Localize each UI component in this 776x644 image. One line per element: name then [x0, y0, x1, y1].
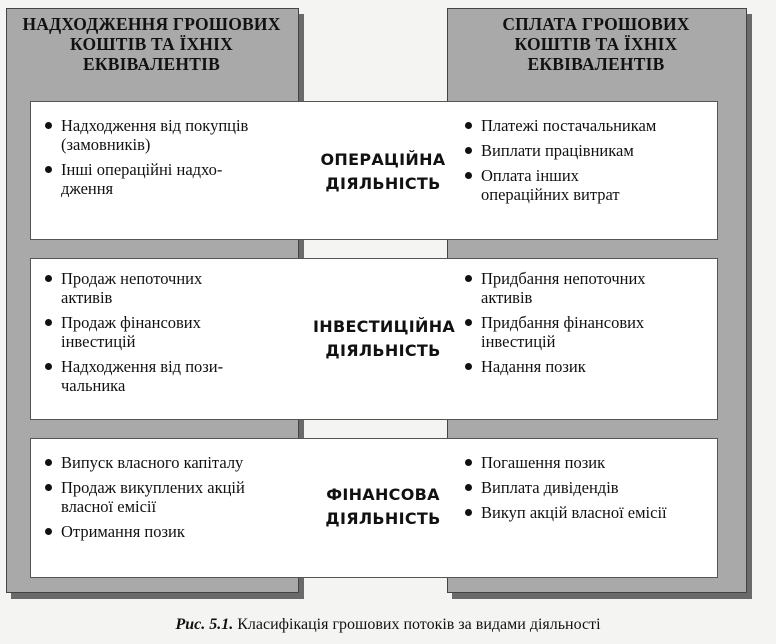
list-item: [459, 313, 715, 351]
figure-caption-text: Класифікація грошових потоків за видами діяльності: [237, 616, 601, 633]
list-item-text: Придбання непоточних активів: [481, 269, 646, 307]
list-item-text: Випуск власного капіталу: [61, 453, 244, 472]
list-item: [459, 269, 715, 307]
list-item-text: Отримання позик: [61, 522, 185, 541]
list-item-text: Придбання фінансових інвестицій: [481, 313, 645, 351]
bullet-icon: [45, 275, 52, 282]
bullet-icon: [465, 172, 472, 179]
bullet-icon: [45, 459, 52, 466]
list-item-text: Надходження від пози- чальника: [61, 357, 224, 395]
investing-activity-band: [30, 258, 718, 420]
outflows-column-title: СПЛАТА ГРОШОВИХ КОШТІВ ТА ЇХНІХ ЕКВІВАЛЕНТІВ: [502, 14, 690, 74]
list-item: [39, 478, 309, 516]
list-item: [39, 313, 309, 351]
list-item-text: Викуп акцій власної емісії: [481, 503, 667, 522]
list-item-text: Продаж непоточних активів: [61, 269, 203, 307]
bullet-icon: [465, 363, 472, 370]
bullet-icon: [465, 509, 472, 516]
bullet-icon: [45, 484, 52, 491]
list-item-text: Інші операційні надхо- дження: [61, 160, 223, 198]
list-item: [459, 453, 715, 472]
operating-activity-band: [30, 101, 718, 240]
operating-activity-title: ОПЕРАЦІЙНА ДІЯЛЬНІСТЬ: [320, 150, 446, 193]
investing-inflows-list: [39, 269, 309, 401]
inflows-column-title: НАДХОДЖЕННЯ ГРОШОВИХ КОШТІВ ТА ЇХНІХ ЕКВІВАЛЕНТІВ: [22, 14, 281, 74]
list-item-text: Платежі постачальникам: [481, 116, 657, 135]
list-item-text: Продаж викуплених акцій власної емісії: [61, 478, 245, 516]
list-item: [459, 116, 715, 135]
figure-number: Рис. 5.1.: [175, 616, 234, 633]
list-item: [39, 269, 309, 307]
list-item: [39, 116, 309, 154]
bullet-icon: [45, 122, 52, 129]
list-item: [39, 160, 309, 198]
investing-activity-title: ІНВЕСТИЦІЙНА ДІЯЛЬНІСТЬ: [313, 317, 456, 360]
list-item-text: Погашення позик: [481, 453, 606, 472]
bullet-icon: [45, 166, 52, 173]
list-item: [39, 357, 309, 395]
bullet-icon: [45, 319, 52, 326]
operating-inflows-list: [39, 116, 309, 204]
list-item-text: Продаж фінансових інвестицій: [61, 313, 201, 351]
list-item: [39, 522, 309, 541]
bullet-icon: [465, 459, 472, 466]
investing-outflows-list: [459, 269, 715, 382]
bullet-icon: [465, 275, 472, 282]
list-item-text: Надання позик: [481, 357, 586, 376]
financing-inflows-list: [39, 453, 309, 547]
list-item-text: Виплата дивідендів: [481, 478, 619, 497]
list-item: [459, 141, 715, 160]
bullet-icon: [465, 147, 472, 154]
list-item: [459, 478, 715, 497]
list-item-text: Виплати працівникам: [481, 141, 634, 160]
list-item: [459, 166, 715, 204]
bullet-icon: [465, 484, 472, 491]
list-item: [39, 453, 309, 472]
list-item: [459, 503, 715, 522]
list-item: [459, 357, 715, 376]
bullet-icon: [465, 122, 472, 129]
financing-outflows-list: [459, 453, 715, 528]
bullet-icon: [45, 528, 52, 535]
financing-activity-band: [30, 438, 718, 578]
list-item-text: Оплата інших операційних витрат: [481, 166, 620, 204]
financing-activity-title: ФІНАНСОВА ДІЯЛЬНІСТЬ: [325, 485, 441, 528]
list-item-text: Надходження від покупців (замовників): [61, 116, 249, 154]
figure-caption: [0, 616, 776, 634]
bullet-icon: [465, 319, 472, 326]
operating-outflows-list: [459, 116, 715, 210]
bullet-icon: [45, 363, 52, 370]
